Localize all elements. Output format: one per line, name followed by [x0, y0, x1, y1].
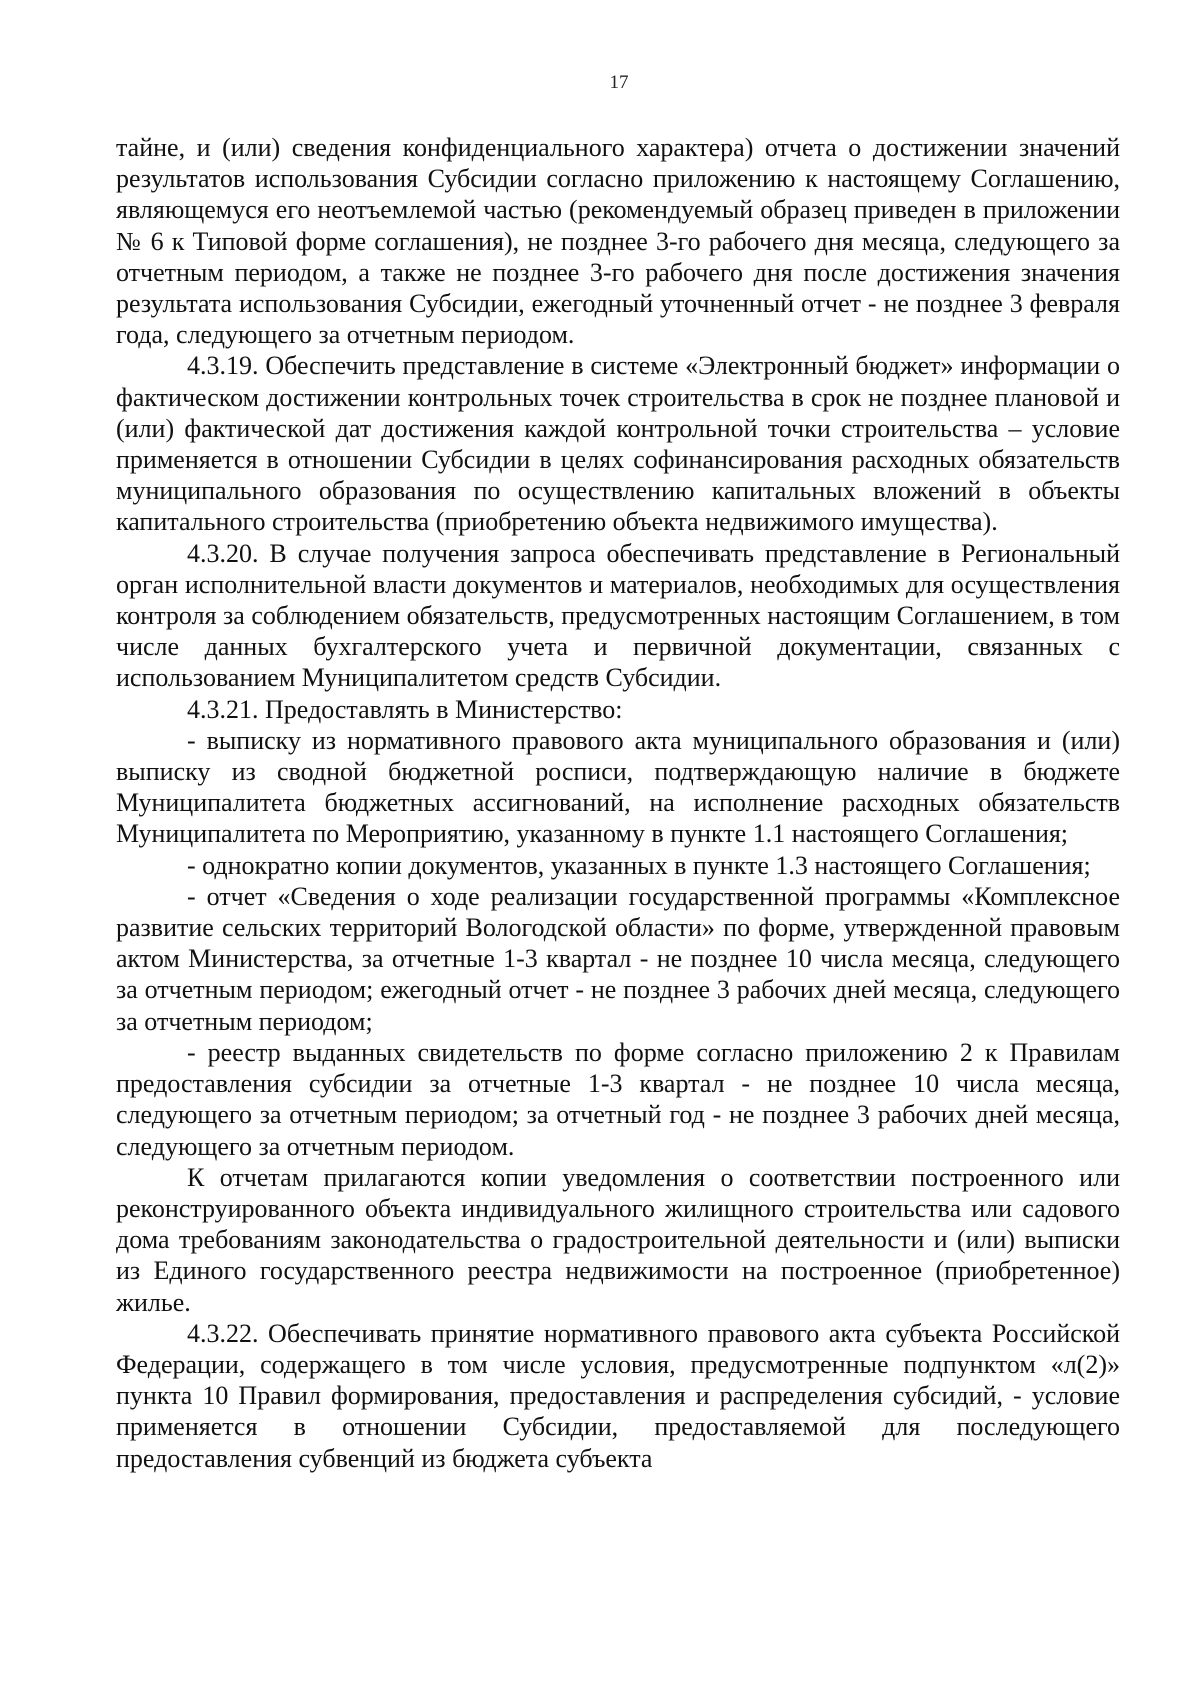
paragraph-4-3-20: 4.3.20. В случае получения запроса обеспечивать представление в Региональный орган исполнительной власти документов и материалов, необходимых для осуществления контроля за соблюдением обязательств, предусмотренных настоящим Соглашением, в том числе данных бухгалтерского учета и первичной документации, связанных с использованием Муниципалитетом средств Субсидии. [116, 538, 1120, 693]
paragraph-4-3-21: 4.3.21. Предоставлять в Министерство: [187, 694, 623, 724]
paragraph-4-3-22: 4.3.22. Обеспечивать принятие нормативного правового акта субъекта Российской Федерации, содержащего в том числе условия, предусмотренные подпунктом «л(2)» пункта 10 Правил формирования, предоставления и распределения субсидий, - условие применяется в отношении Субсидии, предоставляемой для последующего предоставления субвенций из бюджета субъекта [116, 1318, 1120, 1473]
list-item-program-report: - отчет «Сведения о ходе реализации государственной программы «Комплексное развитие сельских территорий Вологодской области» по форме, утвержденной правовым актом Министерства, за отчетные 1-3 квартал - не позднее 10 числа месяца, следующего за отчетным периодом; ежегодный отчет - не позднее 3 рабочих дней месяца, следующего за отчетным периодом; [116, 881, 1120, 1036]
page-number: 17 [609, 72, 629, 93]
document-body [116, 132, 1120, 1474]
list-item-budget-extract: - выписку из нормативного правового акта муниципального образования и (или) выписку из сводной бюджетной росписи, подтверждающую наличие в бюджете Муниципалитета бюджетных ассигнований, на исполнение расходных обязательств Муниципалитета по Мероприятию, указанному в пункте 1.1 настоящего Соглашения; [116, 725, 1120, 849]
paragraph-report-attachments: К отчетам прилагаются копии уведомления о соответствии построенного или реконструированного объекта индивидуального жилищного строительства или садового дома требованиям законодательства о градостроительной деятельности и (или) выписки из Единого государственного реестра недвижимости на построенное (приобретенное) жилье. [116, 1162, 1120, 1317]
list-item-document-copies: - однократно копии документов, указанных в пункте 1.3 настоящего Соглашения; [187, 850, 1091, 880]
paragraph-4-3-19: 4.3.19. Обеспечить представление в системе «Электронный бюджет» информации о фактическом достижении контрольных точек строительства в срок не позднее плановой и (или) фактической дат достижения каждой контрольной точки строительства – условие применяется в отношении Субсидии в целях софинансирования расходных обязательств муниципального образования по осуществлению капитальных вложений в объекты капитального строительства (приобретению объекта недвижимого имущества). [116, 351, 1120, 537]
paragraph-continuation: тайне, и (или) сведения конфиденциального характера) отчета о достижении значений результатов использования Субсидии согласно приложению к настоящему Соглашению, являющемуся его неотъемлемой частью (рекомендуемый образец приведен в приложении № 6 к Типовой форме соглашения), не позднее 3-го рабочего дня месяца, следующего за отчетным периодом, а также не позднее 3-го рабочего дня после достижения значения результата использования Субсидии, ежегодный уточненный отчет - не позднее 3 февраля года, следующего за отчетным периодом. [116, 133, 1120, 350]
list-item-certificates-registry: - реестр выданных свидетельств по форме согласно приложению 2 к Правилам предоставления субсидии за отчетные 1-3 квартал - не позднее 10 числа месяца, следующего за отчетным периодом; за отчетный год - не позднее 3 рабочих дней месяца, следующего за отчетным периодом. [116, 1037, 1120, 1161]
